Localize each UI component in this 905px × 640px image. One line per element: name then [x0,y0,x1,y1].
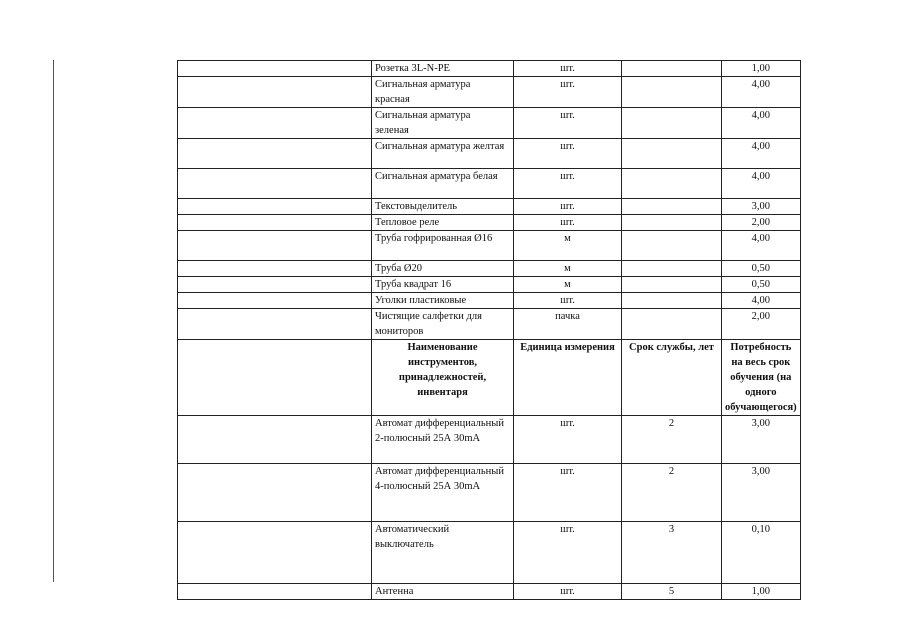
table-row [178,231,801,261]
empty-cell [178,293,372,309]
table-row [178,108,801,139]
empty-cell [178,77,372,108]
item-life: 2 [622,464,722,522]
empty-cell [178,416,372,464]
table-row [178,464,801,522]
empty-cell [178,340,372,416]
item-unit: шт. [514,464,622,522]
item-name [372,108,514,139]
item-life [622,199,722,215]
item-name [372,522,514,584]
item-life: 5 [622,584,722,600]
empty-cell [178,277,372,293]
item-name [372,464,514,522]
item-unit: шт. [514,139,622,169]
empty-cell [178,309,372,340]
item-unit: шт. [514,522,622,584]
table-row [178,215,801,231]
item-unit: шт. [514,169,622,199]
item-name: Розетка 3L-N-PE [372,61,514,77]
header-life: Срок службы, лет [622,340,722,416]
item-life [622,169,722,199]
item-life [622,261,722,277]
item-life [622,108,722,139]
item-need: 3,00 [722,416,801,464]
item-name-text: Сигнальная арматура зеленая [375,110,471,136]
item-need: 4,00 [722,139,801,169]
item-life [622,277,722,293]
header-name: Наименование инструментов, принадлежностей, инвентаря [372,340,514,416]
item-life: 3 [622,522,722,584]
item-need: 1,00 [722,61,801,77]
item-need: 2,00 [722,215,801,231]
empty-cell [178,139,372,169]
table-row [178,139,801,169]
item-life [622,215,722,231]
item-life: 2 [622,416,722,464]
item-name-text: Сигнальная арматура белая [375,171,498,182]
item-name [372,309,514,340]
item-unit: шт. [514,293,622,309]
item-name [372,139,514,169]
item-unit: шт. [514,416,622,464]
table-row [178,277,801,293]
table-row [178,309,801,340]
table-row [178,293,801,309]
item-unit: шт. [514,199,622,215]
empty-cell [178,261,372,277]
item-life [622,293,722,309]
item-name-text: Автомат дифференциальный 2-полюсный 25А 30mA [375,418,504,444]
item-name: Труба Ø20 [372,261,514,277]
item-unit: шт. [514,77,622,108]
item-name: Тепловое реле [372,215,514,231]
item-name [372,169,514,199]
empty-cell [178,522,372,584]
header-need: Потребность на весь срок обучения (на одного обучающегося) [722,340,801,416]
empty-cell [178,464,372,522]
item-name-text: Сигнальная арматура красная [375,79,471,105]
table-row [178,199,801,215]
item-life [622,77,722,108]
item-name-text: Чистящие салфетки для мониторов [375,311,482,337]
item-need: 0,10 [722,522,801,584]
item-need: 4,00 [722,77,801,108]
item-need: 1,00 [722,584,801,600]
header-unit: Единица измерения [514,340,622,416]
empty-cell [178,231,372,261]
empty-cell [178,169,372,199]
table-header-row [178,340,801,416]
item-name-text: Автоматический выключатель [375,524,450,550]
item-unit: м [514,261,622,277]
item-name-text: Сигнальная арматура желтая [375,141,505,152]
page-margin-line [53,60,54,582]
empty-cell [178,584,372,600]
item-unit: шт. [514,108,622,139]
item-unit: пачка [514,309,622,340]
item-name: Труба гофрированная Ø16 [372,231,514,261]
empty-cell [178,108,372,139]
item-unit: шт. [514,215,622,231]
item-unit: шт. [514,61,622,77]
item-name: Текстовыделитель [372,199,514,215]
item-need: 4,00 [722,108,801,139]
empty-cell [178,215,372,231]
item-name: Уголки пластиковые [372,293,514,309]
equipment-table [177,60,801,600]
item-unit: шт. [514,584,622,600]
item-need: 4,00 [722,293,801,309]
item-name: Труба квадрат 16 [372,277,514,293]
item-life [622,231,722,261]
item-need: 4,00 [722,169,801,199]
table-row [178,522,801,584]
item-unit: м [514,231,622,261]
table-row [178,416,801,464]
item-life [622,139,722,169]
table-row [178,77,801,108]
item-need: 0,50 [722,261,801,277]
item-need: 0,50 [722,277,801,293]
item-life [622,309,722,340]
item-name [372,77,514,108]
item-name: Антенна [372,584,514,600]
item-need: 3,00 [722,199,801,215]
empty-cell [178,199,372,215]
item-name-text: Автомат дифференциальный 4-полюсный 25А 30mA [375,466,504,492]
table-row [178,261,801,277]
item-life [622,61,722,77]
item-unit: м [514,277,622,293]
empty-cell [178,61,372,77]
item-need: 4,00 [722,231,801,261]
item-need: 2,00 [722,309,801,340]
table-row [178,584,801,600]
item-name [372,416,514,464]
table-row [178,61,801,77]
table-row [178,169,801,199]
item-need: 3,00 [722,464,801,522]
